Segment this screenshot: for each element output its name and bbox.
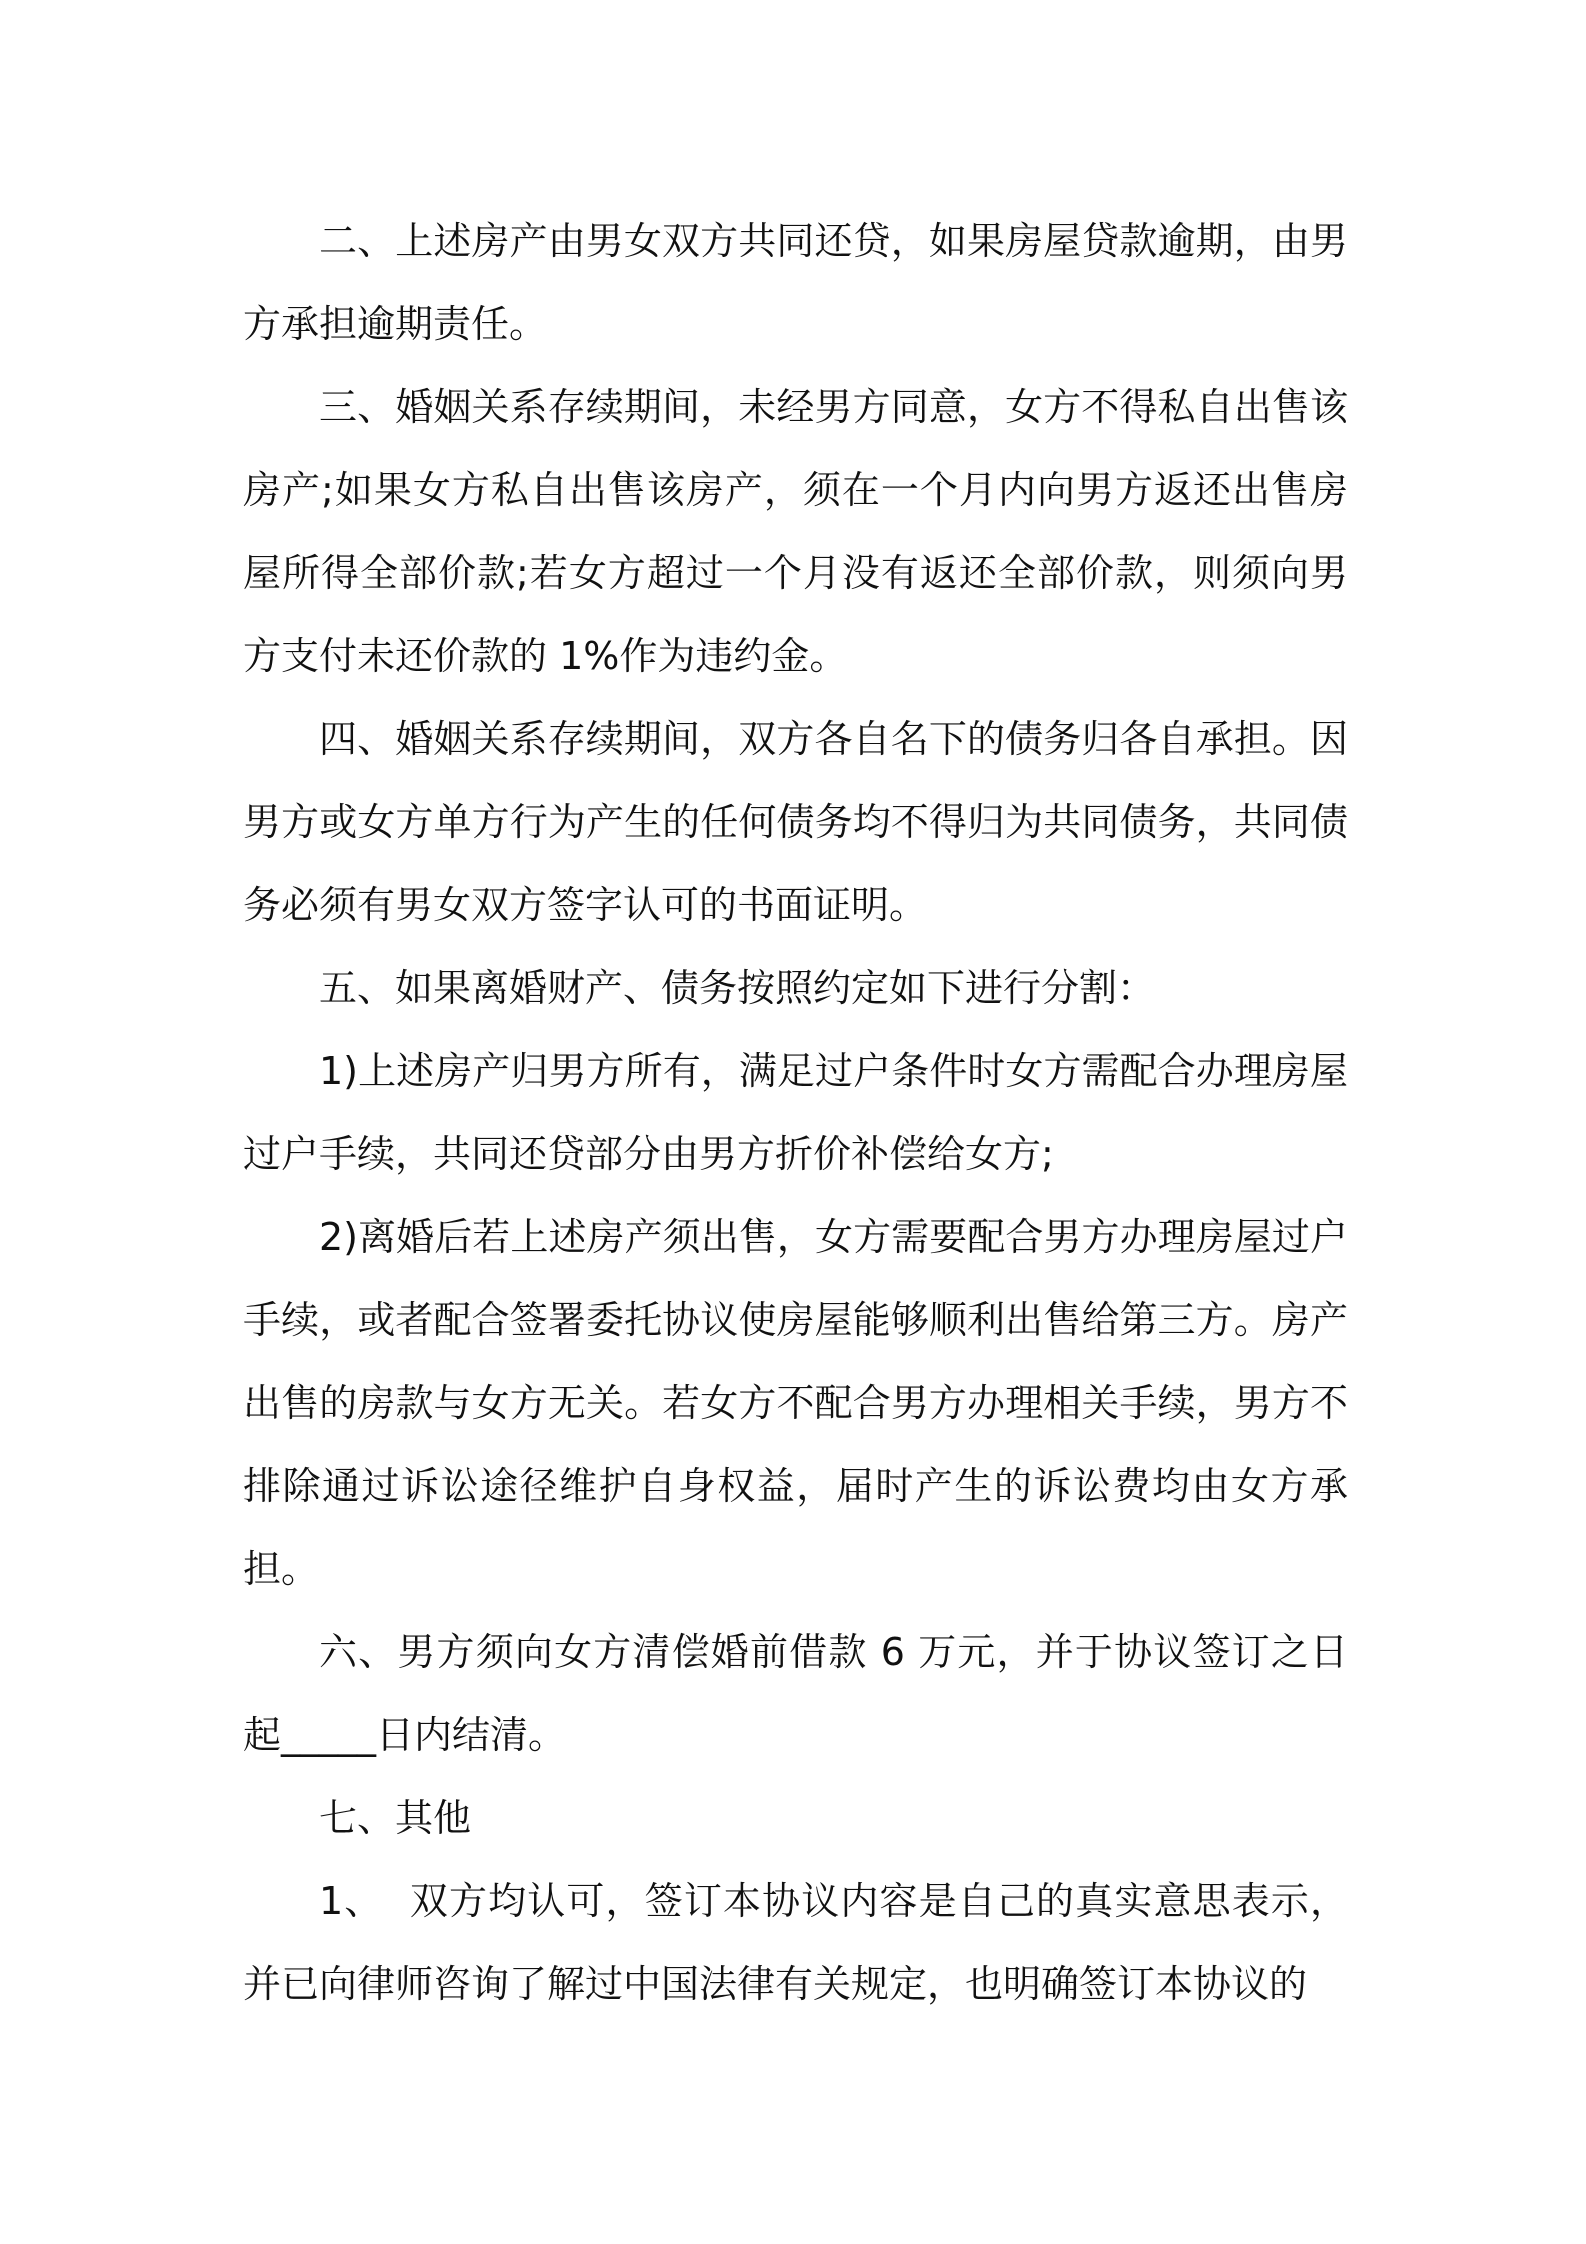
document-body	[243, 200, 1348, 2026]
clause-2-paragraph: 二、上述房产由男女双方共同还贷，如果房屋贷款逾期，由男方承担逾期责任。	[243, 219, 1348, 346]
clause-5-paragraph: 五、如果离婚财产、债务按照约定如下进行分割：	[319, 966, 1156, 1010]
clause-4-paragraph: 四、婚姻关系存续期间，双方各自名下的债务归各自承担。因男方或女方单方行为产生的任何债务均不得归为共同债务，共同债务必须有男女双方签字认可的书面证明。	[243, 717, 1348, 927]
clause-5-item-2-paragraph: 2)离婚后若上述房产须出售，女方需要配合男方办理房屋过户手续，或者配合签署委托协议使房屋能够顺利出售给第三方。房产出售的房款与女方无关。若女方不配合男方办理相关手续，男方不排除通过诉讼途径维护自身权益，届时产生的诉讼费均由女方承担。	[243, 1215, 1348, 1591]
clause-3-paragraph: 三、婚姻关系存续期间，未经男方同意，女方不得私自出售该房产;如果女方私自出售该房产，须在一个月内向男方返还出售房屋所得全部价款;若女方超过一个月没有返还全部价款，则须向男方支付未还价款的 1%作为违约金。	[243, 385, 1348, 678]
clause-6-paragraph: 六、男方须向女方清偿婚前借款 6 万元，并于协议签订之日起_____日内结清。	[243, 1630, 1348, 1757]
clause-7-heading: 七、其他	[319, 1796, 472, 1840]
clause-5-item-1-paragraph: 1)上述房产归男方所有，满足过户条件时女方需配合办理房屋过户手续，共同还贷部分由男方折价补偿给女方;	[243, 1049, 1348, 1176]
clause-7-item-1-paragraph: 1、 双方均认可，签订本协议内容是自己的真实意思表示，并已向律师咨询了解过中国法律有关规定，也明确签订本协议的	[243, 1879, 1348, 2006]
